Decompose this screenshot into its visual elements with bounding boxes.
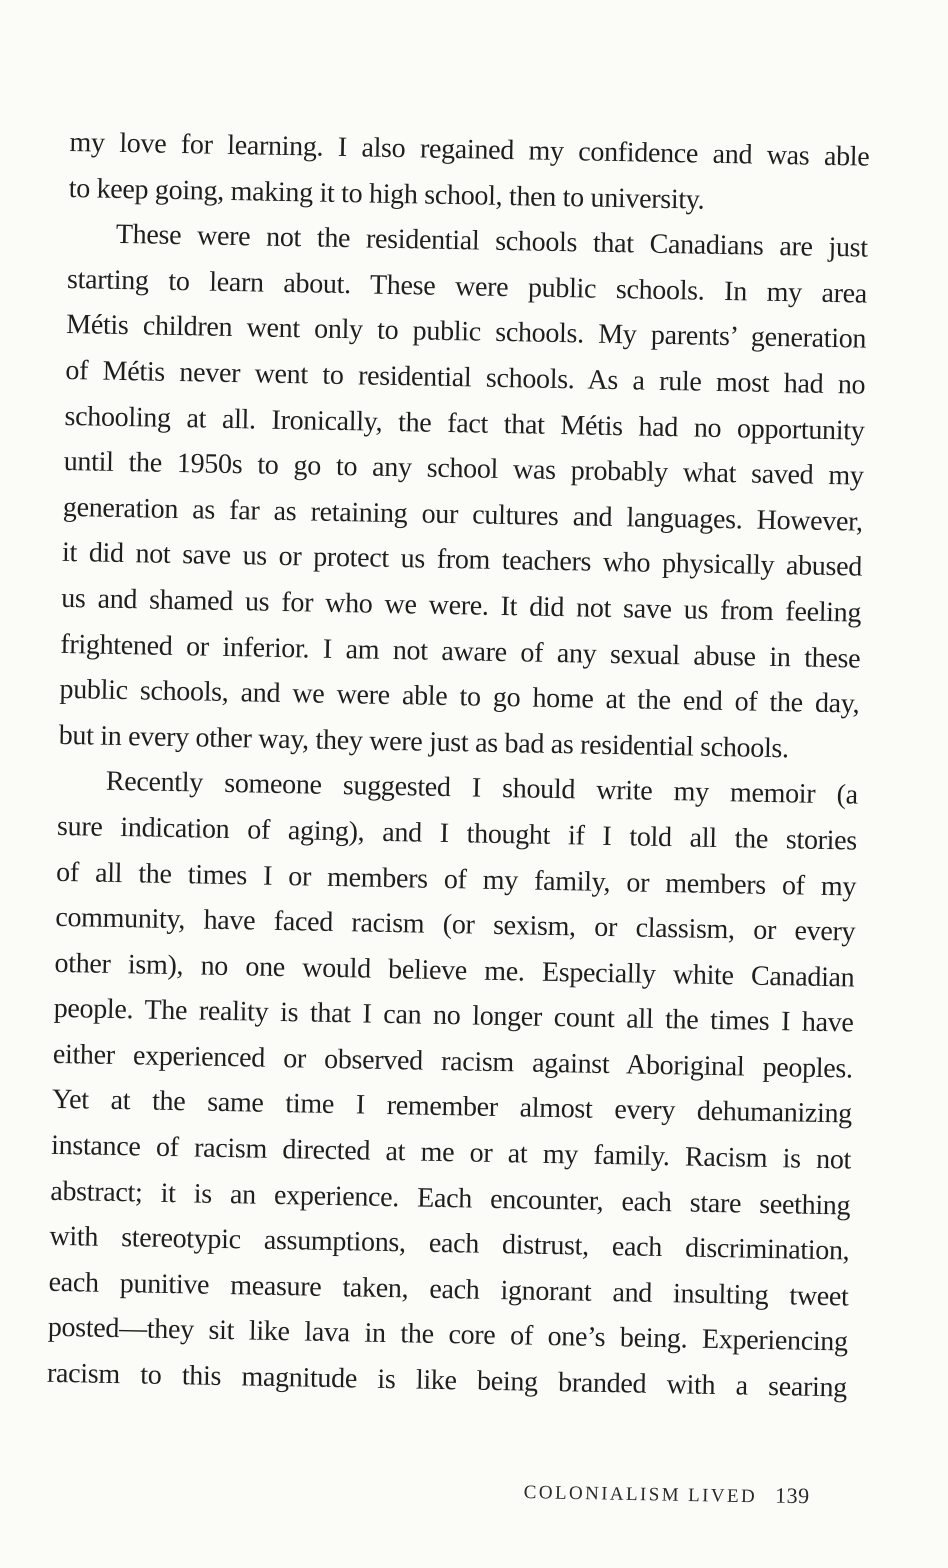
text-line: my love for learning. I also regained my confidence and was able	[69, 126, 870, 173]
body-text	[47, 120, 870, 1411]
text-line: public schools, and we were able to go home at the end of the day,	[59, 674, 860, 720]
text-line: of all the times I or members of my family, or members of my	[55, 856, 857, 903]
text-line: generation as far as retaining our cultures and languages. However,	[62, 491, 864, 538]
text-line: community, have faced racism (or sexism, or classism, or every	[55, 901, 856, 948]
paragraph-start-line: These were not the residential schools that Canadians are just	[115, 219, 869, 264]
text-line: schooling at all. Ironically, the fact that Métis had no opportunity	[64, 400, 865, 447]
running-head-title: COLONIALISM LIVED	[523, 1481, 758, 1508]
text-line: to keep going, making it to high school, then to university.	[68, 172, 705, 216]
text-line: it did not save us or protect us from teachers who physically abused	[61, 537, 863, 583]
text-line: posted—they sit like lava in the core of one’s being. Experiencing	[47, 1312, 849, 1358]
text-line: sure indication of aging), and I thought if I told all the stories	[56, 810, 858, 857]
text-line: instance of racism directed at me or at my family. Racism is not	[50, 1129, 852, 1176]
text-line: other ism), no one would believe me. Especially white Canadian	[54, 947, 855, 994]
text-line: abstract; it is an experience. Each encounter, each stare seething	[50, 1175, 851, 1222]
text-line: until the 1950s to go to any school was probably what saved my	[63, 446, 864, 492]
page-number: 139	[774, 1482, 810, 1509]
text-line: with stereotypic assumptions, each distrust, each discrimination,	[49, 1221, 850, 1267]
text-line: racism to this magnitude is like being branded with a searing	[46, 1357, 848, 1404]
text-line: either experienced or observed racism against Aboriginal peoples.	[52, 1038, 854, 1085]
paragraph-start-line: Recently someone suggested I should write my memoir (a	[105, 766, 859, 811]
text-line: starting to learn about. These were public schools. In my area	[66, 263, 868, 310]
text-line: us and shamed us for who we were. It did not save us from feeling	[60, 582, 862, 629]
text-line: Yet at the same time I remember almost every dehumanizing	[51, 1084, 853, 1130]
page-footer	[524, 1478, 824, 1509]
text-line: people. The reality is that I can no longer count all the times I have	[53, 993, 854, 1039]
text-line: but in every other way, they were just as bad as residential schools.	[58, 719, 790, 764]
text-line: Métis children went only to public schools. My parents’ generation	[65, 309, 867, 355]
text-line: each punitive measure taken, each ignorant and insulting tweet	[48, 1266, 849, 1313]
text-line: frightened or inferior. I am not aware of any sexual abuse in these	[60, 628, 861, 675]
text-line: of Métis never went to residential schools. As a rule most had no	[65, 354, 866, 401]
